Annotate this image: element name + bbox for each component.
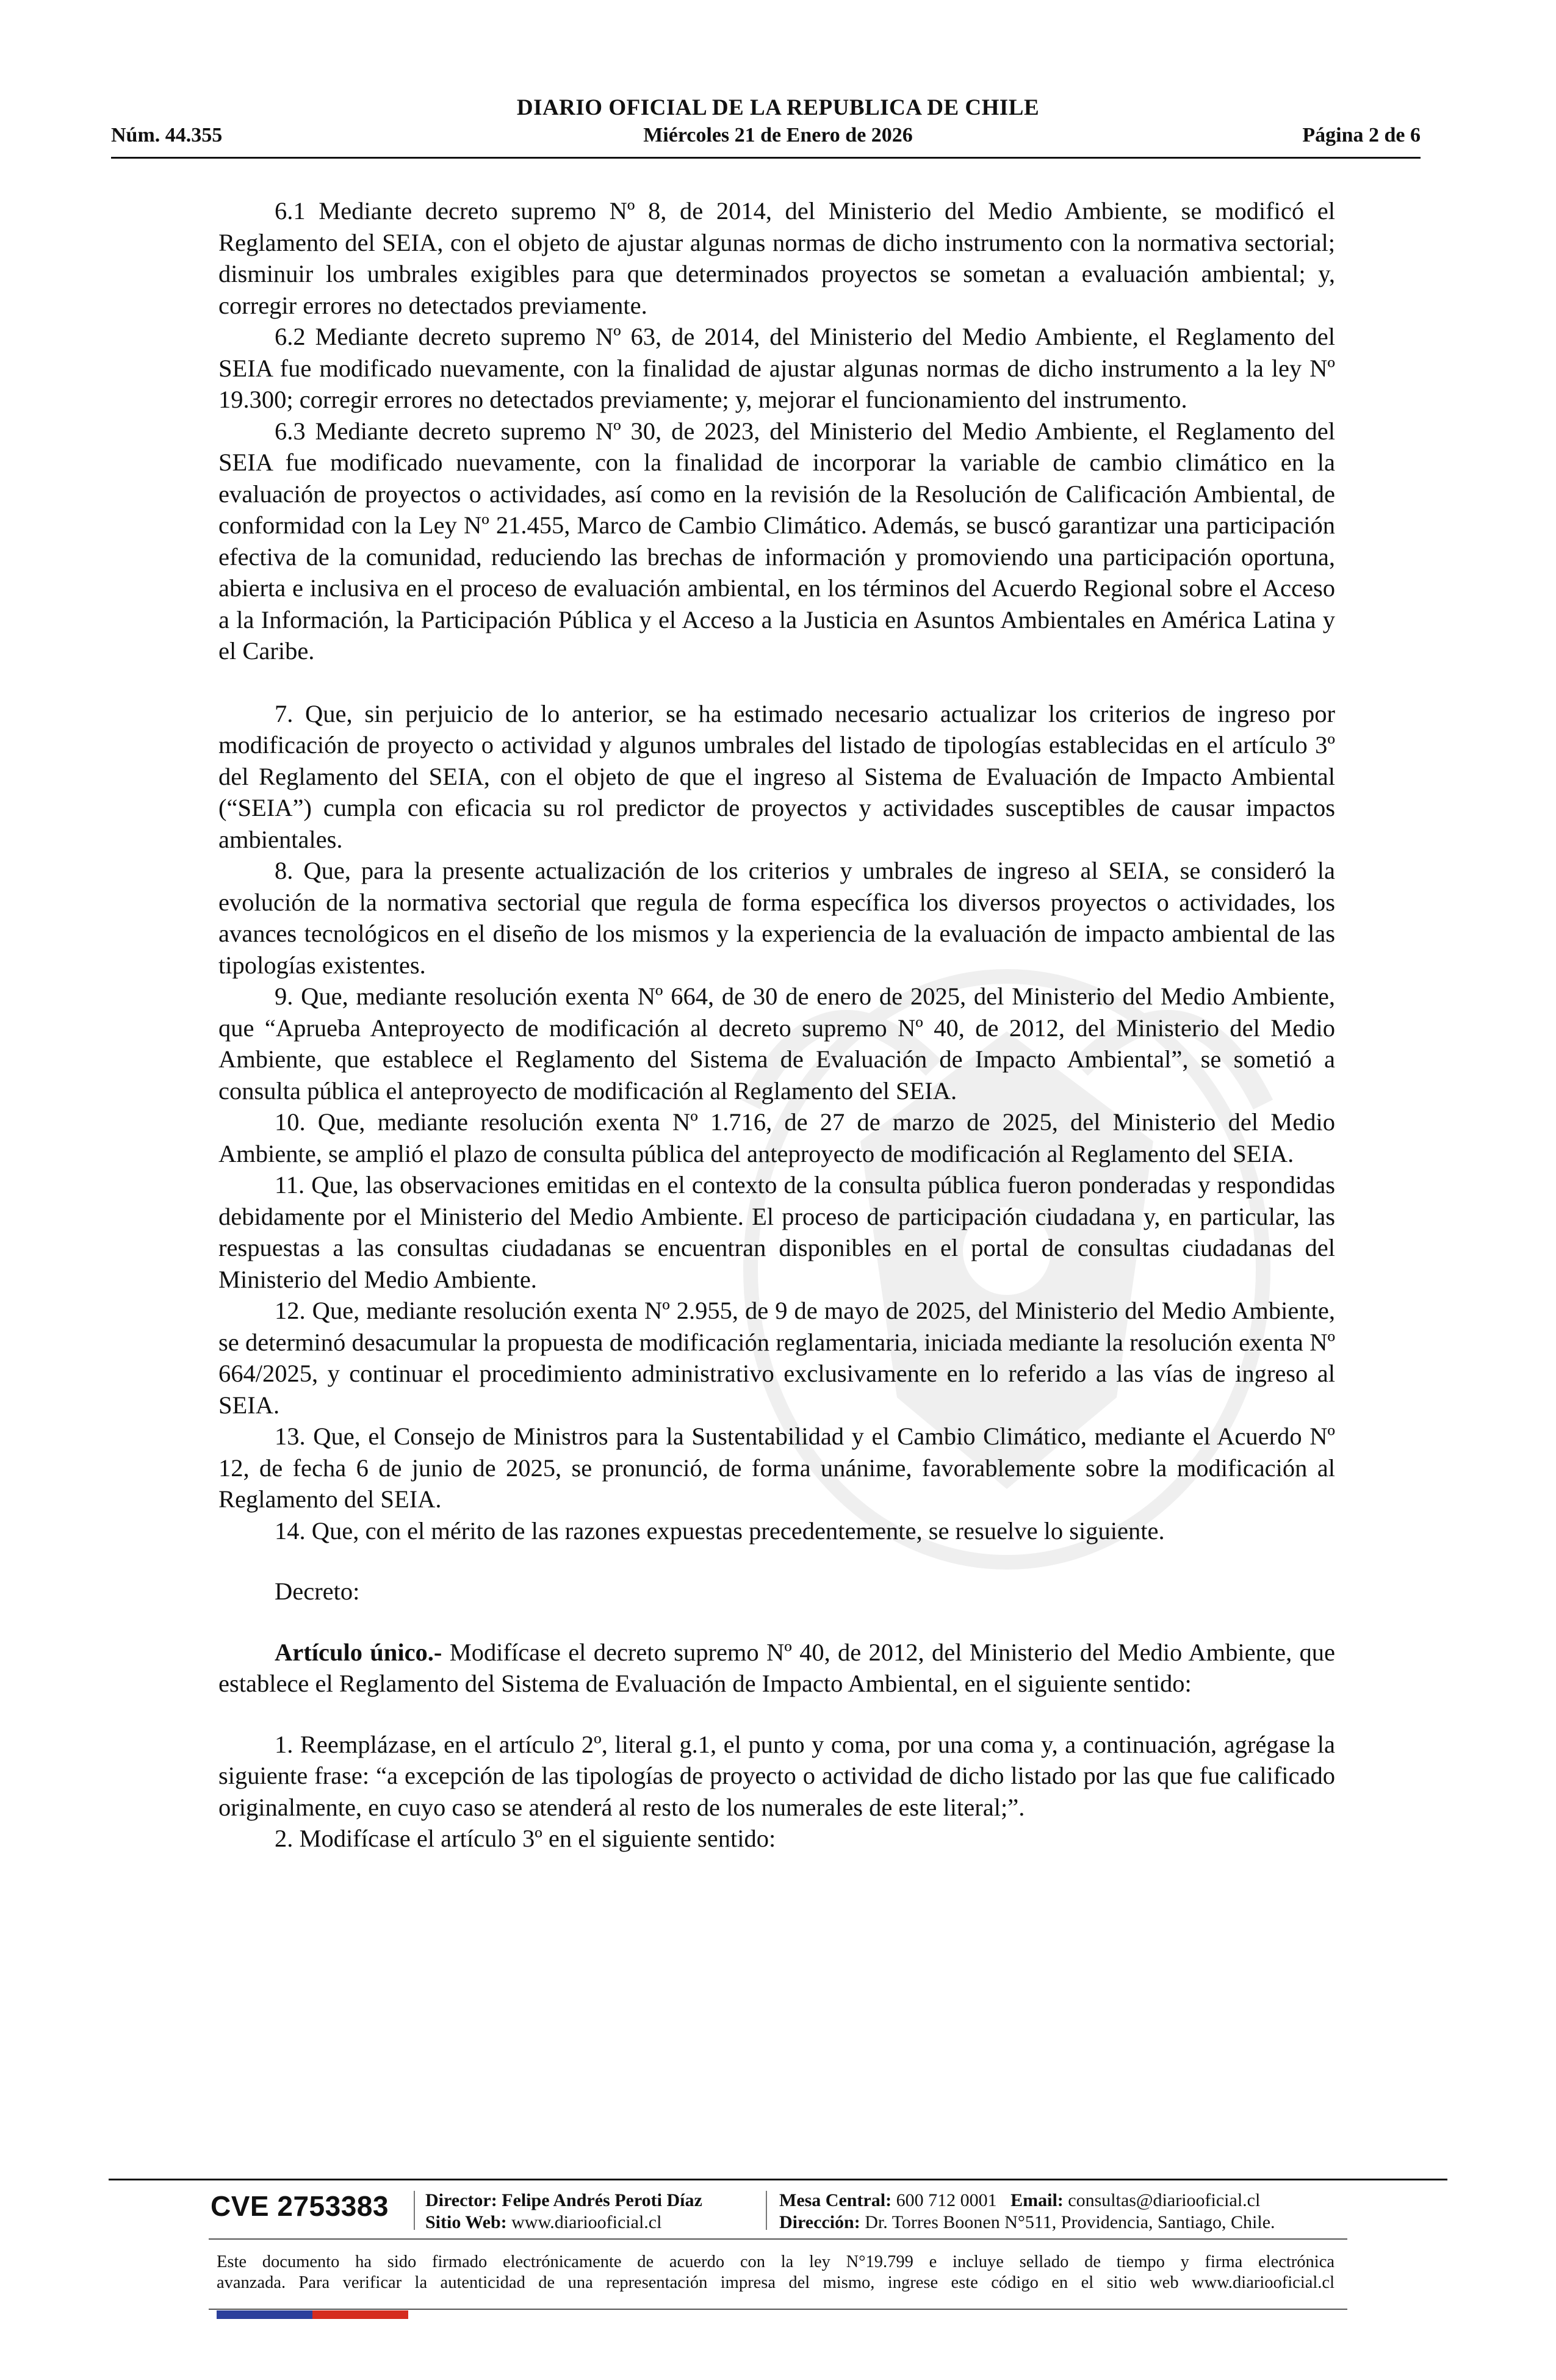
- articulo-text: Modifícase el decreto supremo Nº 40, de 2012, del Ministerio del Medio Ambiente, que establece el Reglamento del Sistema de Evaluación de Impacto Ambiental, en el siguiente sentido:: [218, 1638, 1335, 1697]
- decreto-heading: Decreto:: [275, 1578, 360, 1605]
- cve-code: CVE 2753383: [211, 2190, 389, 2222]
- site-link[interactable]: www.diariooficial.cl: [511, 2212, 662, 2232]
- item-1: 1. Reemplázase, en el artículo 2º, literal g.1, el punto y coma, por una coma y, a continuación, agrégase la siguiente frase: “a excepción de las tipologías de proyecto o actividad de dicho listado por las que fue calificado originalmente, en cuyo caso se atenderá al resto de los numerales de este literal;”.: [218, 1730, 1335, 1821]
- item-2: 2. Modifícase el artículo 3º en el siguiente sentido:: [275, 1825, 776, 1852]
- document-body: [218, 195, 1335, 1855]
- paragraph-10: 10. Que, mediante resolución exenta Nº 1.716, de 27 de marzo de 2025, del Ministerio del Medio Ambiente, se amplió el plazo de consulta pública del anteproyecto de modificación al Reglamento del SEIA.: [218, 1108, 1335, 1167]
- paragraph-11: 11. Que, las observaciones emitidas en el contexto de la consulta pública fueron ponderadas y respondidas debidamente por el Ministerio del Medio Ambiente. El proceso de participación ciudadana y, en particular, las respuestas a las consultas ciudadanas se encuentran disponibles en el portal de consultas ciudadanas del Ministerio del Medio Ambiente.: [218, 1171, 1335, 1293]
- issue-date: Miércoles 21 de Enero de 2026: [643, 124, 913, 146]
- footer-divider: [209, 2238, 1347, 2240]
- issue-number: Núm. 44.355: [111, 124, 223, 146]
- paragraph-6-2: 6.2 Mediante decreto supremo Nº 63, de 2014, del Ministerio del Medio Ambiente, el Reglamento del SEIA fue modificado nuevamente, con la finalidad de ajustar algunas normas de dicho instrumento a la ley Nº 19.300; corregir errores no detectados previamente; y, mejorar el funcionamiento del instrumento.: [218, 323, 1335, 413]
- page-number: Página 2 de 6: [1302, 124, 1421, 146]
- footer-divider: [109, 2179, 1447, 2180]
- signature-note: [217, 2252, 1334, 2293]
- address-value: Dr. Torres Boonen N°511, Providencia, Santiago, Chile.: [865, 2212, 1275, 2232]
- mesa-phone: 600 712 0001: [896, 2190, 997, 2210]
- paragraph-8: 8. Que, para la presente actualización de los criterios y umbrales de ingreso al SEIA, se consideró la evolución de la normativa sectorial que regula de forma específica los diversos proyectos o actividades, los avances tecnológicos en el diseño de los mismos y la experiencia de la evaluación de impacto ambiental de las tipologías existentes.: [218, 857, 1335, 979]
- flag-blue-segment: [217, 2310, 312, 2319]
- paragraph-12: 12. Que, mediante resolución exenta Nº 2.955, de 9 de mayo de 2025, del Ministerio del Medio Ambiente, se determinó desacumular la propuesta de modificación reglamentaria, iniciada mediante la resolución exenta Nº 664/2025, y continuar el procedimiento administrativo exclusivamente en lo referido a las vías de ingreso al SEIA.: [218, 1297, 1335, 1419]
- paragraph-6-1: 6.1 Mediante decreto supremo Nº 8, de 2014, del Ministerio del Medio Ambiente, se modificó el Reglamento del SEIA, con el objeto de ajustar algunas normas de dicho instrumento con la normativa sectorial; disminuir los umbrales exigibles para que determinados proyectos se sometan a evaluación ambiental; y, corregir errores no detectados previamente.: [218, 197, 1335, 319]
- email-link[interactable]: consultas@diariooficial.cl: [1068, 2190, 1261, 2210]
- director-label: Director:: [425, 2190, 497, 2210]
- articulo-label: Artículo único.-: [275, 1638, 442, 1666]
- flag-stripe: [217, 2310, 408, 2319]
- site-label: Sitio Web:: [425, 2212, 507, 2232]
- header-divider: [111, 157, 1421, 159]
- footer-separator: [414, 2191, 415, 2230]
- signature-note-line: Este documento ha sido firmado electrónicamente de acuerdo con la ley N°19.799 e incluye sellado de tiempo y firma electrónica: [217, 2252, 1334, 2271]
- address-label: Dirección:: [779, 2212, 860, 2232]
- mesa-label: Mesa Central:: [779, 2190, 892, 2210]
- articulo-unico: [218, 1637, 1335, 1700]
- paragraph-9: 9. Que, mediante resolución exenta Nº 664, de 30 de enero de 2025, del Ministerio del Medio Ambiente, que “Aprueba Anteproyecto de modificación al decreto supremo Nº 40, de 2012, del Ministerio del Medio Ambiente, que establece el Reglamento del Sistema de Evaluación de Impacto Ambiental”, se sometió a consulta pública el anteproyecto de modificación al Reglamento del SEIA.: [218, 983, 1335, 1105]
- paragraph-13: 13. Que, el Consejo de Ministros para la Sustentabilidad y el Cambio Climático, mediante el Acuerdo Nº 12, de fecha 6 de junio de 2025, se pronunció, de forma unánime, favorablemente sobre la modificación al Reglamento del SEIA.: [218, 1423, 1335, 1513]
- director-name: Felipe Andrés Peroti Díaz: [502, 2190, 702, 2210]
- footer-director-block: [425, 2190, 702, 2234]
- paragraph-6-3: 6.3 Mediante decreto supremo Nº 30, de 2023, del Ministerio del Medio Ambiente, el Reglamento del SEIA fue modificado nuevamente, con la finalidad de incorporar la variable de cambio climático en la evaluación de proyectos o actividades, así como en la revisión de la Resolución de Calificación Ambiental, de conformidad con la Ley Nº 21.455, Marco de Cambio Climático. Además, se buscó garantizar una participación efectiva de la comunidad, reduciendo las brechas de información y promoviendo una participación oportuna, abierta e inclusiva en el proceso de evaluación ambiental, en los términos del Acuerdo Regional sobre el Acceso a la Información, la Participación Pública y el Acceso a la Justicia en Asuntos Ambientales en América Latina y el Caribe.: [218, 417, 1335, 665]
- footer-divider: [209, 2309, 1347, 2310]
- signature-note-line: avanzada. Para verificar la autenticidad de una representación impresa del mismo, ingrese este código en el sitio web www.diariooficial.cl: [217, 2273, 1334, 2292]
- paragraph-7: 7. Que, sin perjuicio de lo anterior, se ha estimado necesario actualizar los criterios de ingreso por modificación de proyecto o actividad y algunos umbrales del listado de tipologías establecidas en el artículo 3º del Reglamento del SEIA, con el objeto de que el ingreso al Sistema de Evaluación de Impacto Ambiental (“SEIA”) cumpla con eficacia su rol predictor de proyectos y actividades susceptibles de causar impactos ambientales.: [218, 699, 1335, 853]
- footer-separator: [766, 2191, 767, 2230]
- flag-red-segment: [312, 2310, 408, 2319]
- email-label: Email:: [1010, 2190, 1064, 2210]
- paragraph-14: 14. Que, con el mérito de las razones expuestas precedentemente, se resuelve lo siguiente.: [275, 1516, 1165, 1545]
- footer-contact-block: [779, 2190, 1275, 2234]
- publication-title: DIARIO OFICIAL DE LA REPUBLICA DE CHILE: [516, 95, 1040, 120]
